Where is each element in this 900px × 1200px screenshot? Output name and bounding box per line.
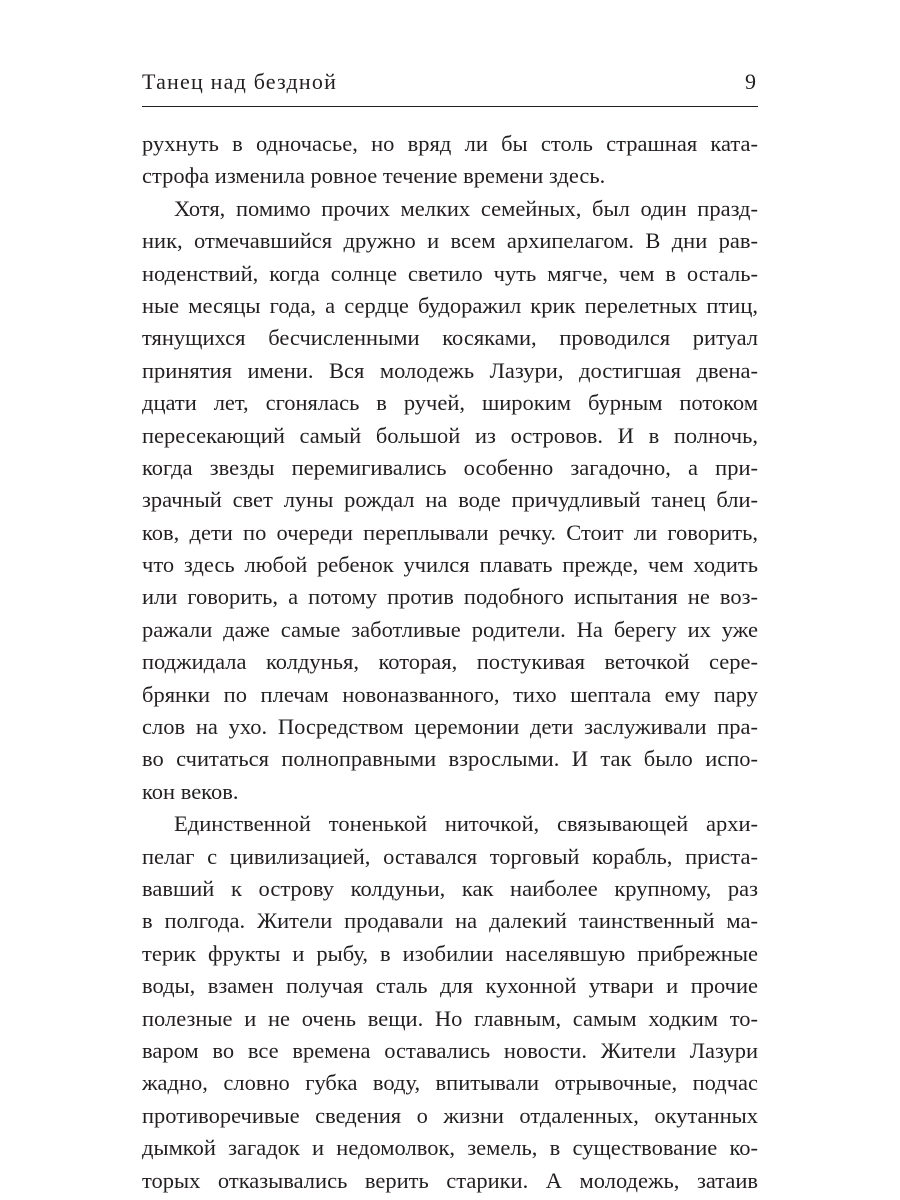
text-line: зрачный свет луны рождал на воде причудливый танец бли- — [142, 487, 758, 513]
text-line: жадно, словно губка воду, впитывали отрывочные, подчас — [142, 1070, 758, 1096]
text-line: строфа изменила ровное течение времени здесь. — [142, 163, 606, 189]
text-line: брянки по плечам новоназванного, тихо шептала ему пару — [142, 681, 758, 707]
text-line: когда звезды перемигивались особенно загадочно, а при- — [142, 454, 758, 480]
text-line: или говорить, а потому против подобного испытания не воз- — [142, 584, 758, 610]
text-line: варом во все времена оставались новости. Жители Лазури — [142, 1037, 758, 1063]
text-line: полезные и не очень вещи. Но главным, самым ходким то- — [142, 1005, 758, 1031]
text-line: ные месяцы года, а сердце будоражил крик перелетных птиц, — [142, 292, 758, 318]
body-text — [142, 128, 758, 1197]
text-line: тянущихся бесчисленными косяками, проводился ритуал — [142, 325, 758, 351]
text-line: кон веков. — [142, 778, 239, 804]
text-line: во считаться полноправными взрослыми. И так было испо- — [142, 746, 758, 772]
page-number: 9 — [745, 69, 756, 94]
text-line: дымкой загадок и недомолвок, земель, в существование ко- — [142, 1135, 758, 1161]
text-line: в полгода. Жители продавали на далекий таинственный ма- — [142, 908, 758, 934]
text-line: противоречивые сведения о жизни отдаленных, окутанных — [142, 1102, 758, 1128]
header-rule — [142, 106, 758, 107]
text-line: торых отказывались верить старики. А молодежь, затаив — [142, 1167, 758, 1193]
text-line: ков, дети по очереди переплывали речку. Стоит ли говорить, — [142, 519, 758, 545]
text-line: рухнуть в одночасье, но вряд ли бы столь страшная ката- — [142, 131, 758, 156]
text-line: пелаг с цивилизацией, оставался торговый корабль, приста- — [142, 843, 758, 869]
text-line: ник, отмечавшийся дружно и всем архипелагом. В дни рав- — [142, 228, 758, 254]
running-header — [142, 62, 758, 102]
text-line: поджидала колдунья, которая, постукивая веточкой сере- — [142, 649, 758, 675]
text-line: ражали даже самые заботливые родители. На берегу их уже — [142, 616, 758, 642]
text-line: терик фрукты и рыбу, в изобилии населявшую прибрежные — [142, 940, 758, 966]
text-line: воды, взамен получая сталь для кухонной утвари и прочие — [142, 973, 758, 999]
text-line: ноденствий, когда солнце светило чуть мягче, чем в осталь- — [142, 260, 758, 286]
running-title: Танец над бездной — [142, 69, 338, 94]
text-line: Единственной тоненькой ниточкой, связывающей архи- — [174, 811, 758, 837]
text-line: дцати лет, сгонялась в ручей, широким бурным потоком — [142, 390, 758, 416]
text-line: пересекающий самый большой из островов. И в полночь, — [142, 422, 758, 448]
text-line: что здесь любой ребенок учился плавать прежде, чем ходить — [142, 552, 758, 578]
text-line: слов на ухо. Посредством церемонии дети заслуживали пра- — [142, 714, 758, 740]
text-line: вавший к острову колдуньи, как наиболее крупному, раз — [142, 875, 758, 901]
text-line: Хотя, помимо прочих мелких семейных, был один празд- — [174, 195, 758, 221]
text-line: принятия имени. Вся молодежь Лазури, достигшая двена- — [142, 357, 758, 383]
